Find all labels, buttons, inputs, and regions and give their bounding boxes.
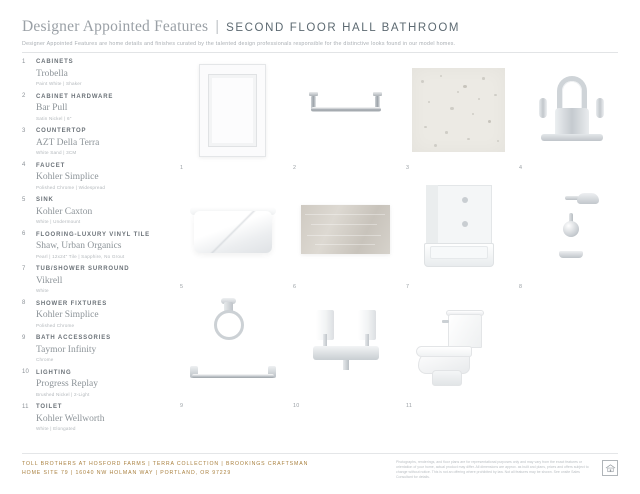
spec-category: SINK <box>36 197 54 203</box>
grid-row <box>180 296 618 409</box>
tub-surround-image <box>406 177 511 282</box>
spec-number: 7 <box>22 265 26 272</box>
page-subtitle-room: SECOND FLOOR HALL BATHROOM <box>226 22 461 34</box>
spec-number: 4 <box>22 162 26 168</box>
spec-category: LIGHTING <box>36 369 72 376</box>
title-row <box>22 18 618 36</box>
image-number: 3 <box>406 165 410 171</box>
spec-description: White <box>36 288 49 293</box>
image-number: 6 <box>293 284 297 290</box>
grid-row <box>180 177 618 290</box>
product-cell-bar-pull <box>293 58 398 171</box>
spec-item-flooring <box>22 231 172 260</box>
spec-item-countertop <box>22 127 172 156</box>
page-header <box>22 18 618 47</box>
spec-category: BATH ACCESSORIES <box>36 335 111 341</box>
spec-description: White | Undermount <box>36 219 81 224</box>
spec-name: Kohler Simplice <box>36 310 99 320</box>
spec-number: 2 <box>22 93 26 99</box>
spec-item-toilet <box>22 403 172 432</box>
header-divider <box>22 52 618 53</box>
image-number: 4 <box>519 165 523 171</box>
bath-accessories-image <box>180 296 285 401</box>
spec-category: FLOORING-LUXURY VINYL TILE <box>36 231 150 238</box>
spec-category: TUB/SHOWER SURROUND <box>36 266 130 272</box>
page-footer <box>22 460 618 480</box>
sink-image <box>180 177 285 282</box>
legal-disclaimer: Photographs, renderings, and floor plans are for representational purposes only and may vary from the exact features or orientation of your home, actual product may differ. All dimensions are approx. as built and plans, prices and offers subject to change without notice. This is not an offering where prohibited by law. Not all features may be shown. See onsite Sales Consultant for details. <box>396 460 589 479</box>
countertop-sample-image <box>406 58 511 163</box>
spec-category: COUNTERTOP <box>36 128 87 134</box>
spec-category: TOILET <box>36 404 63 410</box>
empty-slot <box>519 296 624 401</box>
spec-name: Kohler Simplice <box>36 172 99 182</box>
spec-description: Paint White | Shaker <box>36 81 82 86</box>
spec-description: Brushed Nickel | 2-Light <box>36 391 90 397</box>
spec-description: Polished Chrome | Widespread <box>36 184 106 190</box>
image-number: 11 <box>406 403 413 409</box>
image-number: 1 <box>180 165 184 171</box>
spec-list <box>22 58 172 438</box>
product-cell-flooring <box>293 177 398 290</box>
image-number: 2 <box>293 165 297 171</box>
footer-divider <box>22 453 618 454</box>
spec-item-faucet <box>22 162 172 191</box>
toilet-image <box>406 296 511 401</box>
spec-category: CABINETS <box>36 59 74 65</box>
spec-number: 8 <box>22 300 26 306</box>
spec-description: Chrome <box>36 357 54 362</box>
image-number: 5 <box>180 284 184 290</box>
spec-name: Bar Pull <box>36 103 68 113</box>
product-cell-lighting <box>293 296 398 409</box>
product-cell-bath-accessories <box>180 296 285 409</box>
product-cell-sink <box>180 177 285 290</box>
spec-item-lighting <box>22 369 172 398</box>
spec-name: Kohler Wellworth <box>36 413 105 424</box>
spec-category: SHOWER FIXTURES <box>36 300 108 307</box>
image-number: 7 <box>406 284 410 290</box>
spec-number: 3 <box>22 127 26 134</box>
spec-category: FAUCET <box>36 162 66 169</box>
spec-number: 11 <box>22 403 29 410</box>
product-image-grid <box>180 58 618 415</box>
flooring-plank-image <box>293 177 398 282</box>
equal-housing-logo-icon <box>602 460 618 476</box>
spec-category: CABINET HARDWARE <box>36 93 114 100</box>
grid-row <box>180 58 618 171</box>
image-number: 9 <box>180 403 184 409</box>
spec-name: Trobella <box>36 68 68 79</box>
spec-name: Progress Replay <box>36 379 99 389</box>
spec-number: 9 <box>22 334 26 341</box>
community-info <box>22 460 308 477</box>
page-title: Designer Appointed Features <box>22 18 209 35</box>
product-cell-countertop <box>406 58 511 171</box>
vanity-light-image <box>293 296 398 401</box>
spec-description: White | Elongated <box>36 426 76 431</box>
faucet-image <box>519 58 624 163</box>
community-line-1: TOLL BROTHERS AT HOSFORD FARMS | TERRA COLLECTION | BROOKINGS CRAFTSMAN <box>22 461 309 467</box>
spec-description: Satin Nickel | 6" <box>36 115 72 121</box>
spec-description: Polished Chrome <box>36 322 75 328</box>
footer-right <box>396 460 618 480</box>
spec-item-cabinet-hardware <box>22 93 172 122</box>
spec-description: Pearl | 12x24" Tile | Sapphire, No Grout <box>36 253 125 259</box>
spec-name: Kohler Caxton <box>36 206 93 217</box>
page-description: Designer Appointed Features are home details and finishes curated by the talented design professionals responsible for the distinctive looks found in our model homes. <box>22 41 456 47</box>
image-number: 10 <box>293 403 300 409</box>
title-divider: | <box>215 18 220 35</box>
product-cell-shower-fixtures <box>519 177 624 290</box>
spec-name: Shaw, Urban Organics <box>36 241 122 251</box>
product-cell-tub-surround <box>406 177 511 290</box>
spec-item-cabinets <box>22 58 172 87</box>
product-cell-cabinet-door <box>180 58 285 171</box>
spec-number: 6 <box>22 231 26 237</box>
spec-number: 10 <box>22 369 30 375</box>
product-cell-toilet <box>406 296 511 409</box>
image-number: 8 <box>519 284 523 290</box>
spec-name: Taymor Infinity <box>36 344 97 355</box>
spec-item-sink <box>22 196 172 225</box>
spec-number: 5 <box>22 196 26 203</box>
spec-name: AZT Della Terra <box>36 137 100 148</box>
bar-pull-image <box>293 58 398 163</box>
shower-fixtures-image <box>519 177 624 282</box>
spec-name: Vikrell <box>36 275 63 286</box>
spec-item-tub-shower-surround <box>22 265 172 294</box>
spec-description: White Sand | 3CM <box>36 150 77 155</box>
spec-item-shower-fixtures <box>22 300 172 329</box>
community-line-2: HOME SITE 79 | 16040 NW HOLMAN WAY | PORTLAND, OR 97229 <box>22 469 232 476</box>
spec-item-bath-accessories <box>22 334 172 363</box>
product-cell-faucet <box>519 58 624 171</box>
cabinet-door-image <box>180 58 285 163</box>
spec-number: 1 <box>22 58 26 65</box>
product-cell-empty <box>519 296 624 409</box>
